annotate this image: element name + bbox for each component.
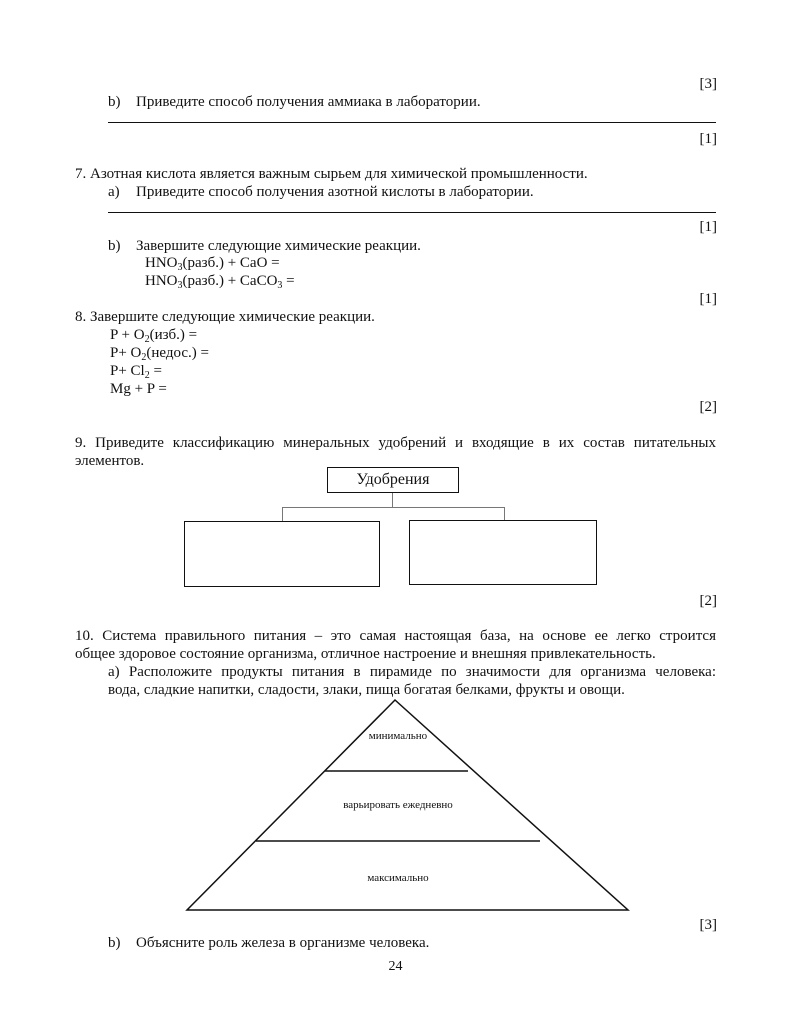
- question-10b-letter: b): [108, 935, 121, 951]
- question-10b-text: Объясните роль железа в организме человека.: [136, 935, 430, 951]
- question-10a-line1: a) Расположите продукты питания в пирамиде по значимости для организма человека:: [108, 664, 716, 680]
- diagram-title-box: Удобрения: [327, 467, 459, 493]
- score-mark: [1]: [699, 131, 717, 147]
- pyramid-label-bottom: максимально: [367, 872, 429, 884]
- score-mark: [3]: [699, 76, 717, 92]
- question-7a-text: Приведите способ получения азотной кислоты в лаборатории.: [136, 184, 534, 200]
- score-mark: [1]: [699, 219, 717, 235]
- question-7-text: 7. Азотная кислота является важным сырьем для химической промышленности.: [75, 166, 588, 182]
- question-10-line2: общее здоровое состояние организма, отличное настроение и внешняя привлекательность.: [75, 646, 656, 662]
- reaction-line: $HNO_3(разб.)$ + CaO =: [145, 255, 280, 273]
- pyramid-label-middle: варьировать ежедневно: [343, 799, 453, 811]
- question-10a-line2: вода, сладкие напитки, сладости, злаки, пища богатая белками, фрукты и овощи.: [108, 682, 625, 698]
- question-6b-text: Приведите способ получения аммиака в лаборатории.: [136, 94, 481, 110]
- score-mark: [2]: [699, 399, 717, 415]
- question-8-text: 8. Завершите следующие химические реакции.: [75, 309, 375, 325]
- question-9-line2: элементов.: [75, 453, 145, 469]
- score-mark: [2]: [699, 593, 717, 609]
- question-9-line1: 9. Приведите классификацию минеральных удобрений и входящие в их состав питательных: [75, 435, 716, 451]
- question-7b-letter: b): [108, 238, 121, 254]
- reaction-line: $P + O_2(изб.)$ =: [110, 327, 198, 345]
- reaction-line: $HNO_3(разб.)$ + CaCO$_3$ =: [145, 273, 295, 291]
- score-mark: [3]: [699, 917, 717, 933]
- reaction-line: $P+ Cl_2$ =: [110, 363, 162, 381]
- question-6b-letter: b): [108, 94, 121, 110]
- reaction-line: $P+ O_2(недос.)$ =: [110, 345, 209, 363]
- question-7a-letter: a): [108, 184, 120, 200]
- pyramid-label-top: минимально: [368, 730, 428, 742]
- reaction-line: Mg + P =: [110, 381, 167, 397]
- question-10-line1: 10. Система правильного питания – это самая настоящая база, на основе ее легко строится: [75, 628, 716, 644]
- score-mark: [1]: [699, 291, 717, 307]
- question-7b-text: Завершите следующие химические реакции.: [136, 238, 421, 254]
- page-number: 24: [388, 959, 403, 974]
